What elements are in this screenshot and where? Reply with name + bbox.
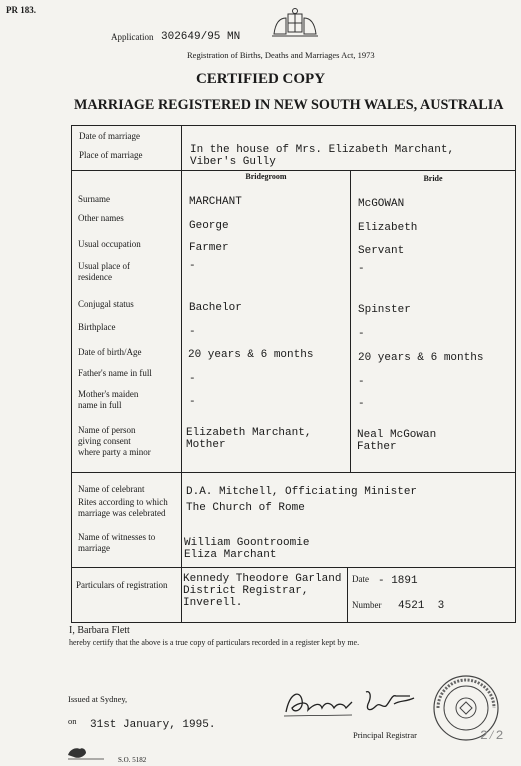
handwritten-mark: 2⁄2 [480,728,504,743]
rites-label: Rites according to which marriage was celebrated [78,497,168,518]
application-number: 302649/95 MN [161,31,241,43]
issued-date: 31st January, 1995. [90,719,216,731]
bride-other-names: Elizabeth [358,222,418,234]
act-title: Registration of Births, Deaths and Marriages Act, 1973 [187,50,375,60]
bride-conjugal: Spinster [358,304,411,316]
registrar-line2: District Registrar, [183,585,309,597]
father-label: Father's name in full [78,368,152,378]
application-label: Application [111,32,154,42]
groom-mother: - [189,396,196,408]
place-of-marriage-line1: In the house of Mrs. Elizabeth Marchant, [190,144,455,156]
groom-occupation: Farmer [189,242,229,254]
page-subtitle: MARRIAGE REGISTERED IN NEW SOUTH WALES, AUSTRALIA [74,97,504,113]
celebrant-value: D.A. Mitchell, Officiating Minister [186,486,418,498]
mother-label: Mother's maiden name in full [78,389,139,410]
rites-value: The Church of Rome [186,502,305,514]
reg-date-value: - 1891 [378,575,418,587]
certifier-name: I, Barbara Flett [69,625,130,636]
on-label: on [68,716,77,726]
consent-label: Name of person giving consent where party a minor [78,425,151,457]
signature [280,682,430,722]
usual-place-label: Usual place of residence [78,261,130,282]
particulars-label: Particulars of registration [76,580,168,590]
celebrant-label: Name of celebrant [78,484,145,494]
witness-1: William Goontroomie [184,537,310,549]
form-code: PR 183. [6,5,36,15]
reg-date-label: Date [352,574,369,584]
date-of-marriage-label: Date of marriage [79,131,140,141]
groom-residence: - [189,260,196,272]
page-title: CERTIFIED COPY [195,71,326,87]
bride-consent: Neal McGowan Father [357,429,437,453]
principal-registrar-label: Principal Registrar [353,730,417,740]
birthplace-label: Birthplace [78,322,116,332]
dob-label: Date of birth/Age [78,347,142,357]
registrar-line1: Kennedy Theodore Garland [183,573,342,585]
reg-number-value: 4521 3 [398,600,445,612]
bride-dob: 20 years & 6 months [358,352,484,364]
bride-residence: - [358,263,365,275]
groom-other-names: George [189,220,229,232]
groom-birthplace: - [189,326,196,338]
bride-mother: - [358,398,365,410]
occupation-label: Usual occupation [78,239,141,249]
bride-father: - [358,376,365,388]
bride-surname: McGOWAN [358,198,405,210]
groom-consent: Elizabeth Marchant, Mother [186,427,312,451]
groom-dob: 20 years & 6 months [188,349,314,361]
coat-of-arms-icon [268,8,322,42]
certify-text: hereby certify that the above is a true copy of particulars recorded in a register kept by me. [69,638,360,647]
registrar-line3: Inverell. [183,597,243,609]
groom-conjugal: Bachelor [189,302,242,314]
printer-logo [66,745,106,761]
issued-at: Issued at Sydney, [68,694,128,704]
surname-label: Surname [78,194,110,204]
witnesses-label: Name of witnesses to marriage [78,532,156,553]
bride-occupation: Servant [358,245,405,257]
bride-header: Bride [423,174,443,183]
bridegroom-header: Bridegroom [245,172,287,181]
other-names-label: Other names [78,213,124,223]
groom-father: - [189,373,196,385]
groom-surname: MARCHANT [189,196,242,208]
conjugal-status-label: Conjugal status [78,299,134,309]
bride-birthplace: - [358,328,365,340]
place-of-marriage-line2: Viber's Gully [190,156,276,168]
footer-code: S.O. 5182 [118,756,147,764]
witness-2: Eliza Marchant [184,549,277,561]
reg-number-label: Number [352,600,382,610]
place-of-marriage-label: Place of marriage [79,150,143,160]
